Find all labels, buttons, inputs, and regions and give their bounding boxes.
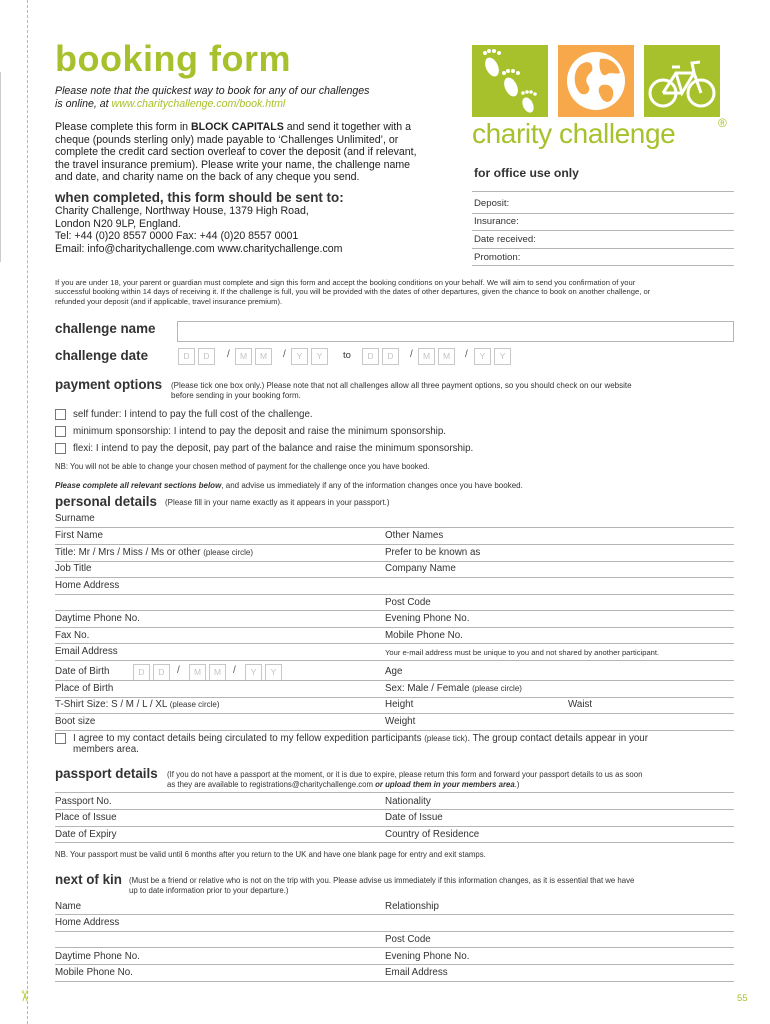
kin-note: (Must be a friend or relative who is not on the trip with you. Please advise us immediately if this information changes, as it is essential that we have up to date information prior to your departure.) <box>129 876 635 895</box>
passport-heading: passport details <box>55 766 158 781</box>
prefer-label: Prefer to be known as <box>385 547 481 558</box>
divider <box>472 213 734 214</box>
kin-address-label: Home Address <box>55 917 120 928</box>
dob-month-2[interactable]: M <box>209 664 226 681</box>
personal-note: (Please fill in your name exactly as it appears in your passport.) <box>165 498 390 507</box>
office-date-received: Date received: <box>474 234 536 245</box>
payment-heading: payment options <box>55 377 163 392</box>
send-to-heading: when completed, this form should be sent to: <box>55 190 344 205</box>
sex-label: Sex: Male / Female (please circle) <box>385 683 522 694</box>
passport-no-field[interactable] <box>55 809 734 810</box>
page-title: booking form <box>55 38 291 79</box>
start-day-1[interactable]: D <box>178 348 195 365</box>
office-promotion: Promotion: <box>474 252 521 263</box>
date-issue-label: Date of Issue <box>385 812 443 823</box>
date-separator: / <box>410 349 413 360</box>
divider <box>472 248 734 249</box>
date-to-label: to <box>343 350 351 361</box>
dob-day-2[interactable]: D <box>153 664 170 681</box>
challenge-date-label: challenge date <box>55 348 149 363</box>
date-separator: / <box>227 349 230 360</box>
passport-note: (If you do not have a passport at the moment, or it is due to expire, please return this form and forward your passport details to us as soon as they are available to registrations@charitychallenge.com or upload them in your members area.) <box>167 770 643 789</box>
footprints-icon <box>472 45 548 117</box>
page-number: 55 <box>737 993 748 1004</box>
post-code-label: Post Code <box>385 597 431 608</box>
phone-field[interactable] <box>55 627 734 628</box>
start-month-2[interactable]: M <box>255 348 272 365</box>
self-funder-label: self funder: I intend to pay the full cost of the challenge. <box>73 409 313 420</box>
divider <box>55 792 734 793</box>
start-month-1[interactable]: M <box>235 348 252 365</box>
kin-heading: next of kin <box>55 872 122 887</box>
end-day-1[interactable]: D <box>362 348 379 365</box>
divider <box>472 230 734 231</box>
divider <box>472 191 734 192</box>
tshirt-label: T-Shirt Size: S / M / L / XL (please circle) <box>55 699 220 710</box>
min-sponsorship-checkbox[interactable] <box>55 426 66 437</box>
scissors-icon: ✂ <box>15 989 33 1003</box>
tshirt-field[interactable] <box>55 713 734 714</box>
date-separator: / <box>283 349 286 360</box>
challenge-name-label: challenge name <box>55 321 156 336</box>
kin-eve-phone-label: Evening Phone No. <box>385 951 470 962</box>
binder-edge <box>0 72 1 262</box>
dob-year-1[interactable]: Y <box>245 664 262 681</box>
email-field[interactable] <box>55 660 734 661</box>
kin-mobile-label: Mobile Phone No. <box>55 967 133 978</box>
end-day-2[interactable]: D <box>382 348 399 365</box>
fax-label: Fax No. <box>55 630 90 641</box>
start-year-1[interactable]: Y <box>291 348 308 365</box>
first-name-label: First Name <box>55 530 103 541</box>
kin-phone-field[interactable] <box>55 964 734 965</box>
job-title-field[interactable] <box>55 577 734 578</box>
weight-label: Weight <box>385 716 416 727</box>
challenge-name-field[interactable] <box>177 321 734 342</box>
payment-nb: NB: You will not be able to change your chosen method of payment for the challenge once you have booked. <box>55 462 430 471</box>
first-name-field[interactable] <box>55 544 734 545</box>
place-birth-field[interactable] <box>55 697 734 698</box>
job-title-label: Job Title <box>55 563 92 574</box>
end-month-2[interactable]: M <box>438 348 455 365</box>
start-year-2[interactable]: Y <box>311 348 328 365</box>
instructions: Please complete this form in BLOCK CAPITALS and send it together with a cheque (pounds sterling only) made payable to ‘Challenges Unlimited’, or complete the credit card section overleaf to cover the deposit (and if relevant, the travel insurance premium). Please write your name, the challenge name and date, and charity name on the back of any cheque you send. <box>55 121 417 184</box>
email-note: Your e-mail address must be unique to you and not shared by another participant. <box>385 648 660 657</box>
dob-field[interactable] <box>55 680 734 681</box>
office-insurance: Insurance: <box>474 216 519 227</box>
cut-line <box>27 0 28 1024</box>
date-separator: / <box>233 665 236 676</box>
flexi-label: flexi: I intend to pay the deposit, pay part of the balance and raise the minimum sponsorship. <box>73 443 474 454</box>
payment-note: (Please tick one box only.) Please note that not all challenges allow all three payment options, so you should check on our website before sending in your booking form. <box>171 381 632 400</box>
place-birth-label: Place of Birth <box>55 683 114 694</box>
kin-name-field[interactable] <box>55 914 734 915</box>
globe-icon <box>558 45 634 117</box>
passport-no-label: Passport No. <box>55 796 112 807</box>
place-issue-label: Place of Issue <box>55 812 117 823</box>
brand-name: charity challenge <box>472 118 676 149</box>
kin-relationship-label: Relationship <box>385 901 439 912</box>
title-field[interactable] <box>55 561 734 562</box>
surname-label: Surname <box>55 513 95 524</box>
quickest-note: Please note that the quickest way to book for any of our challenges is online, at www.charitychallenge.com/book.html <box>55 85 370 110</box>
date-separator: / <box>465 349 468 360</box>
kin-post-code-label: Post Code <box>385 934 431 945</box>
booking-link[interactable]: www.charitychallenge.com/book.html <box>111 97 286 110</box>
divider <box>472 265 734 266</box>
other-names-label: Other Names <box>385 530 444 541</box>
end-year-1[interactable]: Y <box>474 348 491 365</box>
flexi-checkbox[interactable] <box>55 443 66 454</box>
mobile-label: Mobile Phone No. <box>385 630 463 641</box>
registered-mark: ® <box>718 116 727 130</box>
home-address-label: Home Address <box>55 580 120 591</box>
dob-month-1[interactable]: M <box>189 664 206 681</box>
kin-mobile-field[interactable] <box>55 981 734 982</box>
eve-phone-label: Evening Phone No. <box>385 613 470 624</box>
fax-field[interactable] <box>55 643 734 644</box>
complete-note: Please complete all relevant sections below, and advise us immediately if any of the information changes once you have booked. <box>55 481 523 490</box>
kin-address-line-2-field[interactable] <box>55 947 734 948</box>
address-line-2-field[interactable] <box>55 610 734 611</box>
bicycle-icon <box>644 45 720 117</box>
dob-label: Date of Birth <box>55 666 110 677</box>
kin-email-label: Email Address <box>385 967 448 978</box>
personal-heading: personal details <box>55 494 157 509</box>
boot-label: Boot size <box>55 716 96 727</box>
age-label: Age <box>385 666 403 677</box>
self-funder-checkbox[interactable] <box>55 409 66 420</box>
waist-label: Waist <box>568 699 593 710</box>
home-address-field[interactable] <box>55 594 734 595</box>
agree-contact-label: I agree to my contact details being circulated to my fellow expedition participants (please tick). The group contact details appear in your members area. <box>73 733 649 755</box>
under18-note: If you are under 18, your parent or guardian must complete and sign this form and accept the booking conditions on your behalf. We will aim to send you confirmation of your successful booking within 14 days of receiving it. If the challenge is full, you will be provided with the dates of other departures, given the chance to book on another challenge, or refunded your deposit (and if applicable, travel insurance premium). <box>55 278 651 306</box>
kin-name-label: Name <box>55 901 82 912</box>
agree-contact-checkbox[interactable] <box>55 733 66 744</box>
surname-field[interactable] <box>55 527 734 528</box>
dob-day-1[interactable]: D <box>133 664 150 681</box>
date-expiry-label: Date of Expiry <box>55 829 117 840</box>
boot-field[interactable] <box>55 730 734 731</box>
dob-year-2[interactable]: Y <box>265 664 282 681</box>
height-label: Height <box>385 699 414 710</box>
company-label: Company Name <box>385 563 456 574</box>
title-label: Title: Mr / Mrs / Miss / Ms or other (please circle) <box>55 547 254 558</box>
kin-day-phone-label: Daytime Phone No. <box>55 951 140 962</box>
send-to-address: Charity Challenge, Northway House, 1379 High Road, London N20 9LP, England. Tel: +44 (0)20 8557 0000 Fax: +44 (0)20 8557 0001 Email: info@charitychallenge.com www.charitychallenge.com <box>55 205 343 255</box>
country-label: Country of Residence <box>385 829 480 840</box>
passport-nb: NB. Your passport must be valid until 6 months after you return to the UK and have one blank page for entry and exit stamps. <box>55 850 486 859</box>
end-month-1[interactable]: M <box>418 348 435 365</box>
office-deposit: Deposit: <box>474 198 510 209</box>
email-label: Email Address <box>55 646 118 657</box>
kin-address-field[interactable] <box>55 931 734 932</box>
place-issue-field[interactable] <box>55 826 734 827</box>
min-sponsorship-label: minimum sponsorship: I intend to pay the deposit and raise the minimum sponsorship. <box>73 426 447 437</box>
day-phone-label: Daytime Phone No. <box>55 613 140 624</box>
office-heading: for office use only <box>474 166 579 180</box>
date-separator: / <box>177 665 180 676</box>
nationality-label: Nationality <box>385 796 431 807</box>
start-day-2[interactable]: D <box>198 348 215 365</box>
end-year-2[interactable]: Y <box>494 348 511 365</box>
date-expiry-field[interactable] <box>55 842 734 843</box>
